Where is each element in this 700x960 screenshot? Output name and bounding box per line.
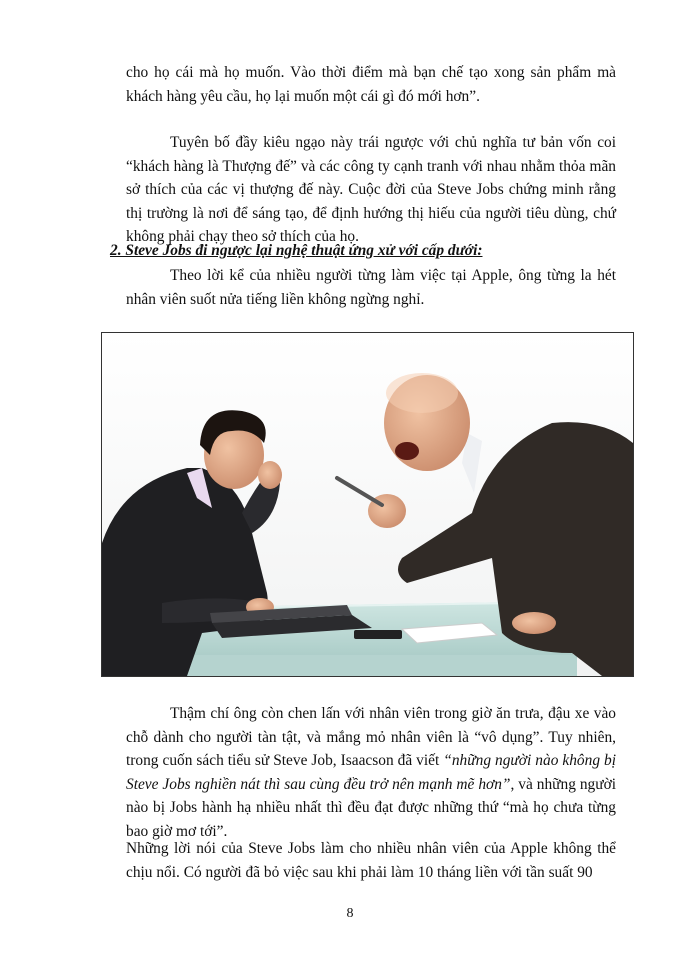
paragraph-4 (126, 702, 616, 844)
page-number: 8 (346, 906, 354, 921)
biography-quote: “những người nào không bị Steve Jobs nghiền nát thì sau cùng đều trở nên mạnh mẽ hơn” (126, 752, 616, 793)
paragraph-4-text-b: , và những người nào bị Jobs hành hạ nhiều nhất thì đều đạt được những thứ “mà họ chưa từng bao giờ mơ tới”. (126, 775, 616, 840)
office-scene-illustration (102, 333, 633, 676)
photo-boss-yelling-at-employee (101, 332, 634, 677)
paragraph-4-text-a: Thậm chí ông còn chen lấn với nhân viên trong giờ ăn trưa, đậu xe vào chỗ dành cho người tàn tật, và mắng mỏ nhân viên là “vô dụng”. Tuy nhiên, trong cuốn sách tiểu sử Steve Job, Isaacson đã viết (126, 705, 616, 770)
paragraph-1: cho họ cái mà họ muốn. Vào thời điểm mà bạn chế tạo xong sản phẩm mà khách hàng yêu cầu, họ lại muốn một cái gì đó mới hơn”. (126, 64, 616, 105)
paragraph-2: Tuyên bố đầy kiêu ngạo này trái ngược với chủ nghĩa tư bản vốn coi “khách hàng là Thượng đế” và các công ty cạnh tranh với nhau nhằm thỏa mãn sở thích của các vị thượng đế này. Cuộc đời của Steve Jobs chứng minh rằng thị trường là nơi để sáng tạo, để định hướng thị hiếu của người tiêu dùng, chứ không phải chạy theo sở thích của họ. (126, 134, 616, 246)
paragraph-5: Những lời nói của Steve Jobs làm cho nhiều nhân viên của Apple không thể chịu nổi. Có người đã bỏ việc sau khi phải làm 10 tháng liền với tần suất 90 (126, 840, 616, 881)
paragraph-3: Theo lời kể của nhiều người từng làm việc tại Apple, ông từng la hét nhân viên suốt nửa tiếng liền không ngừng nghỉ. (126, 267, 616, 308)
section-heading: 2. Steve Jobs đi ngược lại nghệ thuật ứng xử với cấp dưới: (110, 242, 483, 259)
